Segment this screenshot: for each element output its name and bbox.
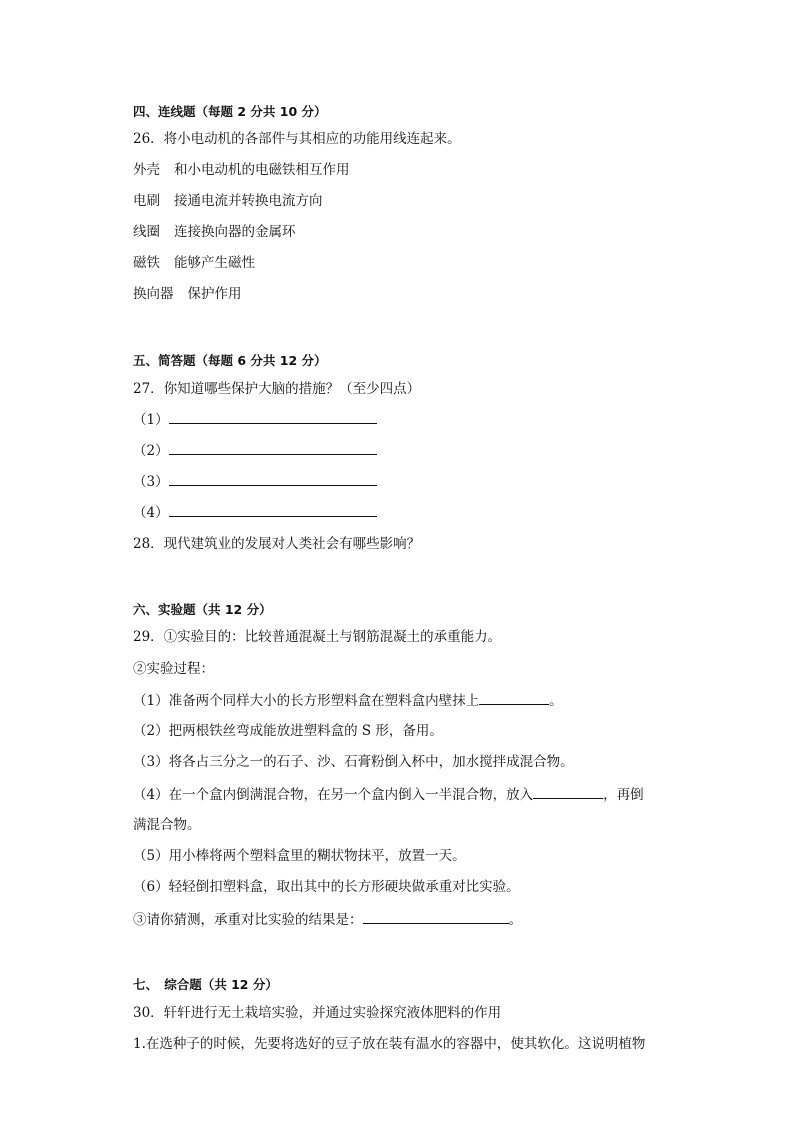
answer-blank[interactable]	[533, 785, 603, 799]
section-4-heading: 四、连线题（每题 2 分共 10 分）	[133, 104, 327, 119]
match-function: 保护作用	[187, 286, 242, 302]
answer-blank[interactable]	[363, 910, 509, 924]
answer-blank[interactable]	[169, 410, 377, 424]
match-row	[133, 285, 242, 303]
question-27: 27．你知道哪些保护大脑的措施？（至少四点）	[133, 381, 421, 397]
answer-number: （2）	[133, 443, 169, 459]
match-function: 能够产生磁性	[174, 255, 255, 271]
match-row	[133, 192, 323, 210]
step-2: （2）把两根铁丝弯成能放进塑料盒的 S 形，备用。	[133, 723, 443, 739]
step-5: （5）用小棒将两个塑料盒里的糊状物抹平，放置一天。	[133, 848, 466, 864]
question-29: 29．①实验目的：比较普通混凝土与钢筋混凝土的承重能力。	[133, 629, 502, 645]
match-row	[133, 254, 255, 272]
step-6: （6）轻轻倒扣塑料盒，取出其中的长方形硬块做承重对比实验。	[133, 879, 520, 895]
match-part: 线圈	[133, 224, 160, 240]
question-26: 26．将小电动机的各部件与其相应的功能用线连起来。	[133, 131, 461, 147]
item-1: 1.在选种子的时候，先要将选好的豆子放在装有温水的容器中，使其软化。这说明植物	[133, 1036, 646, 1052]
match-function: 和小电动机的电磁铁相互作用	[174, 162, 350, 178]
guess-line	[133, 910, 522, 929]
step-4	[133, 785, 644, 804]
answer-blank[interactable]	[169, 472, 377, 486]
match-function: 连接换向器的金属环	[174, 224, 296, 240]
section-6-heading: 六、实验题（共 12 分）	[133, 602, 272, 617]
step-text: （4）在一个盒内倒满混合物，在另一个盒内倒入一半混合物，放入	[133, 787, 534, 803]
guess-text: 。	[508, 912, 522, 928]
match-part: 磁铁	[133, 255, 160, 271]
match-function: 接通电流并转换电流方向	[174, 193, 323, 209]
step-text: （1）准备两个同样大小的长方形塑料盒在塑料盒内壁抹上	[133, 693, 480, 709]
answer-line	[133, 472, 377, 491]
answer-blank[interactable]	[169, 441, 377, 455]
answer-number: （3）	[133, 474, 169, 490]
match-part: 电刷	[133, 193, 160, 209]
answer-line	[133, 441, 377, 460]
answer-blank[interactable]	[479, 691, 549, 705]
answer-number: （1）	[133, 412, 169, 428]
question-28: 28．现代建筑业的发展对人类社会有哪些影响？	[133, 536, 421, 552]
section-5-heading: 五、简答题（每题 6 分共 12 分）	[133, 353, 327, 368]
step-3: （3）将各占三分之一的石子、沙、石膏粉倒入杯中，加水搅拌成混合物。	[133, 754, 574, 770]
step-text: ，再倒	[603, 787, 644, 803]
answer-number: （4）	[133, 505, 169, 521]
answer-blank[interactable]	[169, 503, 377, 517]
step-1	[133, 691, 563, 710]
question-30: 30．轩轩进行无土栽培实验，并通过实验探究液体肥料的作用	[133, 1005, 502, 1021]
answer-line	[133, 503, 377, 522]
step-text: 。	[549, 693, 563, 709]
answer-line	[133, 410, 377, 429]
match-part: 外壳	[133, 162, 160, 178]
match-part: 换向器	[133, 286, 174, 302]
section-7-heading: 七、 综合题（共 12 分）	[133, 977, 278, 992]
match-row	[133, 223, 296, 241]
step-4-continued: 满混合物。	[133, 817, 201, 833]
guess-text: ③请你猜测，承重对比实验的结果是：	[133, 912, 363, 928]
process-title: ②实验过程：	[133, 661, 214, 677]
match-row	[133, 161, 350, 179]
